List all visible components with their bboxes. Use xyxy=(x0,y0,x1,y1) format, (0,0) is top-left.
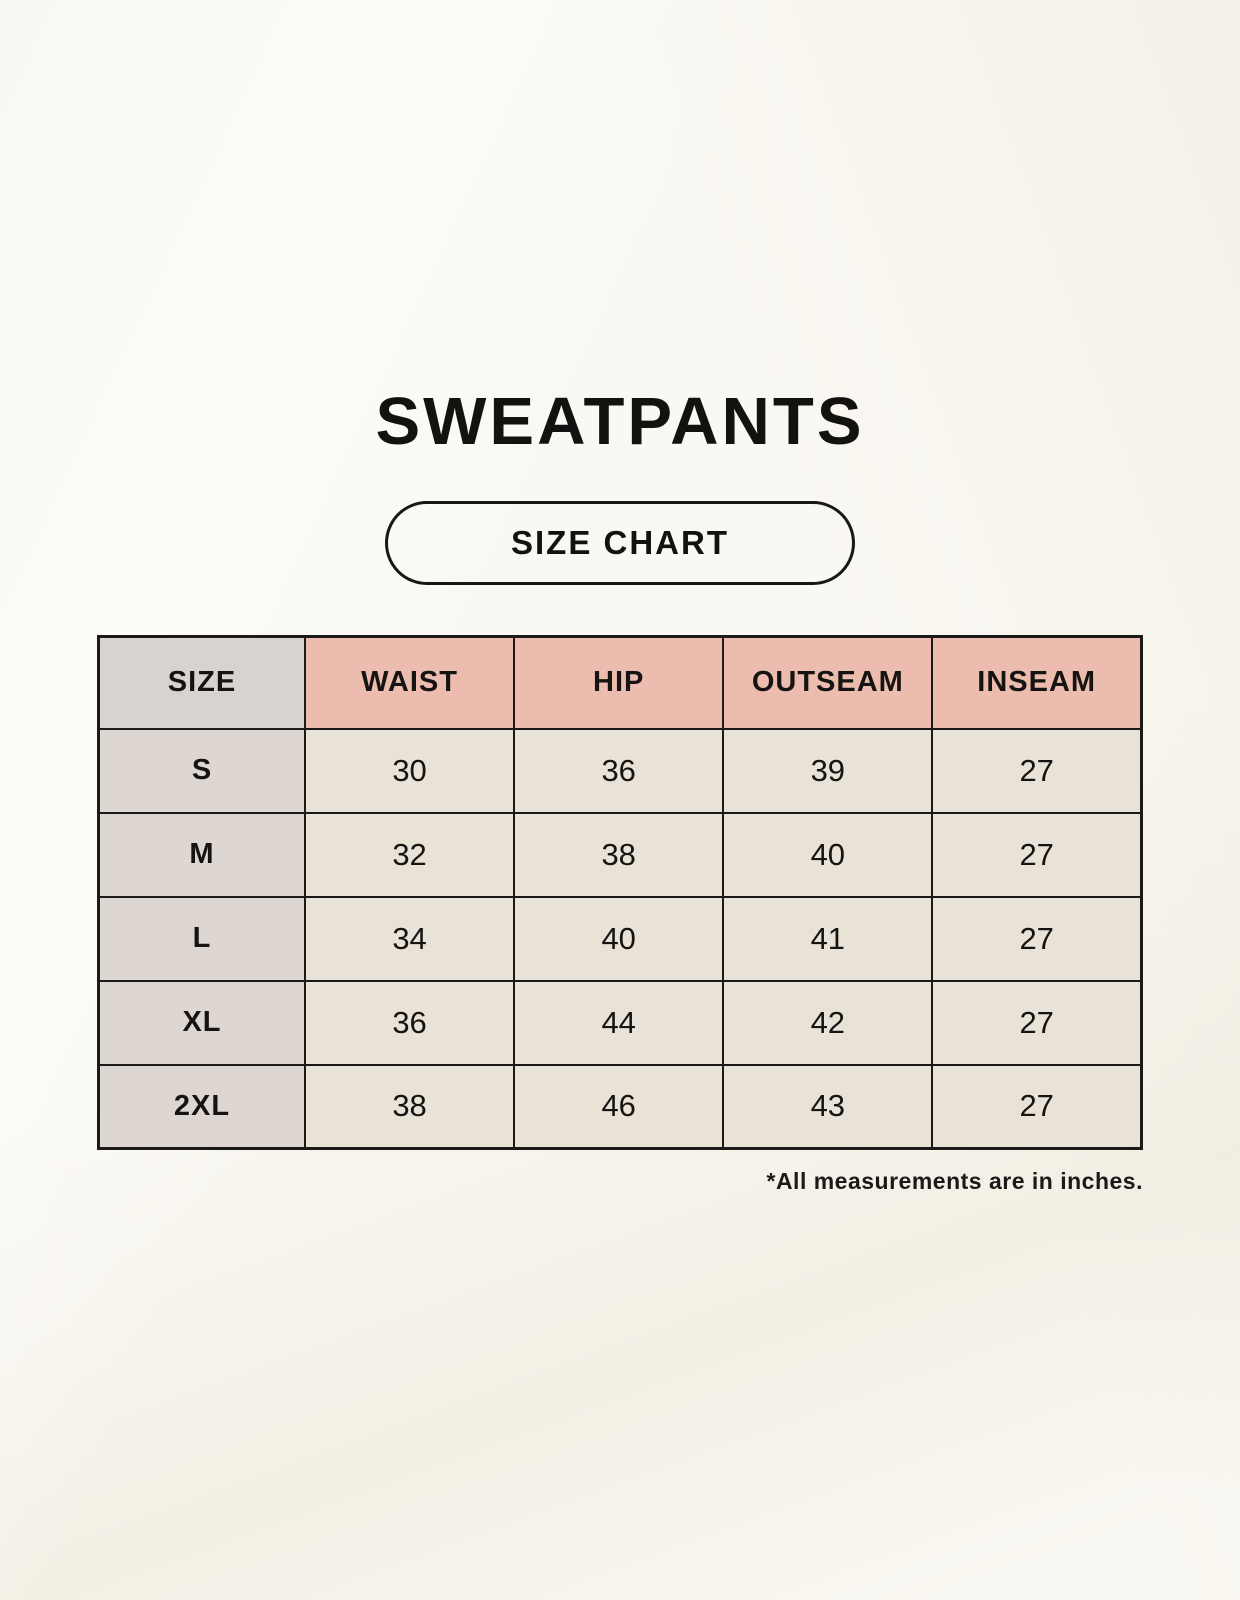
table-row-xl xyxy=(99,981,1142,1065)
table-cell: 27 xyxy=(932,729,1141,813)
header-cell-size: SIZE xyxy=(99,637,306,729)
header-cell-waist: WAIST xyxy=(305,637,514,729)
table-cell: 27 xyxy=(932,897,1141,981)
header-cell-outseam: OUTSEAM xyxy=(723,637,932,729)
table-row-2xl xyxy=(99,1065,1142,1149)
table-cell: 41 xyxy=(723,897,932,981)
page-title: SWEATPANTS xyxy=(375,384,865,459)
table-header-row xyxy=(99,637,1142,729)
size-label: XL xyxy=(99,981,306,1065)
size-label: S xyxy=(99,729,306,813)
table-cell: 27 xyxy=(932,813,1141,897)
table-row-l xyxy=(99,897,1142,981)
table-row-m xyxy=(99,813,1142,897)
table-row-s xyxy=(99,729,1142,813)
table-cell: 36 xyxy=(305,981,514,1065)
table-cell: 42 xyxy=(723,981,932,1065)
header-cell-hip: HIP xyxy=(514,637,723,729)
table-cell: 27 xyxy=(932,981,1141,1065)
table-cell: 46 xyxy=(514,1065,723,1149)
table-cell: 34 xyxy=(305,897,514,981)
table-cell: 38 xyxy=(514,813,723,897)
size-label: M xyxy=(99,813,306,897)
table-cell: 30 xyxy=(305,729,514,813)
table-cell: 40 xyxy=(723,813,932,897)
size-chart-table xyxy=(97,635,1143,1150)
size-chart-poster xyxy=(97,0,1143,1195)
measurements-footnote: *All measurements are in inches. xyxy=(766,1168,1143,1194)
table-cell: 36 xyxy=(514,729,723,813)
table-cell: 39 xyxy=(723,729,932,813)
size-label: L xyxy=(99,897,306,981)
table-cell: 27 xyxy=(932,1065,1141,1149)
table-cell: 40 xyxy=(514,897,723,981)
table-cell: 43 xyxy=(723,1065,932,1149)
size-chart-badge: SIZE CHART xyxy=(385,501,855,585)
table-cell: 44 xyxy=(514,981,723,1065)
header-cell-inseam: INSEAM xyxy=(932,637,1141,729)
badge-container xyxy=(97,501,1143,585)
table-container xyxy=(97,635,1143,1150)
size-label: 2XL xyxy=(99,1065,306,1149)
table-cell: 32 xyxy=(305,813,514,897)
table-cell: 38 xyxy=(305,1065,514,1149)
